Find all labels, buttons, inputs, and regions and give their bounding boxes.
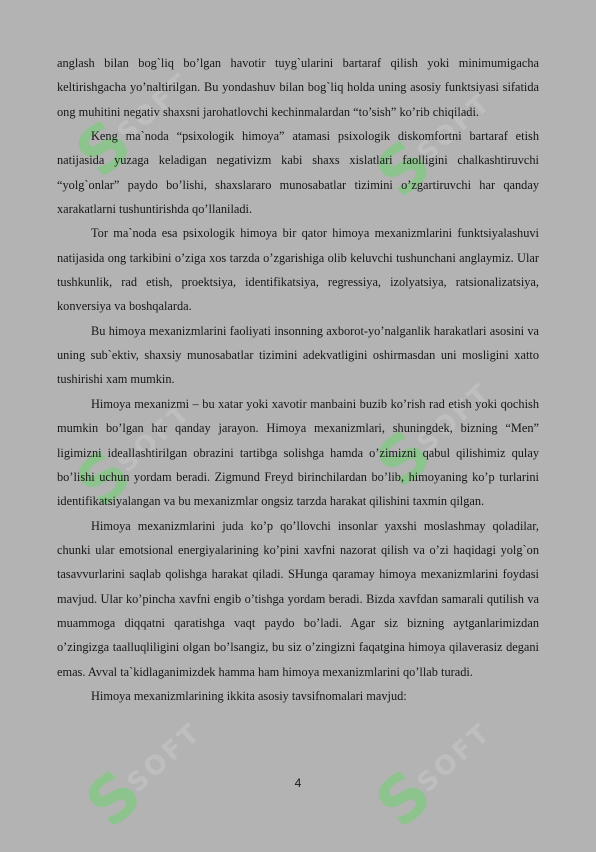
paragraph: Tor ma`noda esa psixologik himoya bir qator himoya mexanizmlarini funktsiyalashuvi natijasida ong tarkibini o’ziga xos tarzda o’zgarishiga olib keluvchi tushunchani anglaymiz. Ular tushkunlik, rad etish, proektsiya, identifikatsiya, regressiya, izolyatsiya, ratsionalizatsiya, konversiya va boshqalarda. [57, 226, 539, 314]
paragraph: Himoya mexanizmlarini juda ko’p qo’llovchi insonlar yaxshi moslashmay qoladilar, chunki ular emotsional energiyalarining ko’pini xavfni nazorat qilish va o’zi haqidagi yolg`on tasavvurlarini saqlab qolishga harakat qiladi. SHunga qaramay himoya mexanizmlarini foydasi mavjud. Ular ko’pincha xavfni engib o’tishga yordam beradi. Bizda xavfdan samarali qutilish va muammoga diqqatni qaratishga vaqt paydo bo’ladi. Agar siz bizning aytganlarimizdan o’zingizga taalluqliligini olgan bo’lsangiz, bu siz o’zingizni faqatgina himoya qilaverasiz degani emas. Avval ta`kidlaganimizdek hamma ham himoya mexanizmlarini qo’llab turadi. [57, 518, 539, 679]
watermark: S SOFT [362, 717, 498, 843]
body-text [57, 51, 539, 708]
watermark: S SOFT [362, 87, 498, 213]
watermark: S SOFT [62, 397, 198, 523]
watermark: S SOFT [362, 377, 498, 503]
paragraph: Himoya mexanizmi – bu xatar yoki xavotir manbaini buzib ko’rish rad etish yoki qochish mumkin bo’lgan har qanday jarayon. Himoya mexanizmlari, shuningdek, bizning “Men” ligimizni ideallashtirilgan obrazini tartibga solishga hamda o’zimizni qabul qilishimiz qulay bo’lishi uchun yordam beradi. Zigmund Freyd birinchilardan bo’lib, himoyaning ko’p turlarini identifikatsiyalangan va bu mexanizmlar ongsiz tarzda harakat qilishini taxmin qilgan. [57, 396, 539, 509]
paragraph: Keng ma`noda “psixologik himoya” atamasi psixologik diskomfortni bartaraf etish natijasida yuzaga keladigan negativizm kabi shaxs xislatlari faolligini chalkashtiruvchi “yolg`onlar” paydo bo’lishi, shaxslararo munosabatlar tizimini o’zgartiruvchi har qanday xarakatlarni tushuntirishda qo’llaniladi. [57, 129, 539, 217]
paragraph: Bu himoya mexanizmlarini faoliyati insonning axborot-yo’nalganlik harakatlari asosini va uning sub`ektiv, shaxsiy munosabatlar tizimini adekvatligini oshirmasdan uni mosligini xatto tushirishi xam mumkin. [57, 323, 539, 387]
watermark: S SOFT [72, 717, 208, 843]
paragraph: Himoya mexanizmlarining ikkita asosiy tavsifnomalari mavjud: [91, 688, 407, 703]
paragraph: anglash bilan bog`liq bo’lgan havotir tuyg`ularini bartaraf qilish yoki minimumigacha keltirishgacha yo’naltirilgan. Bu yondashuv bilan bog`liq holda uning asosiy funktsiyasi sifatida ong muhitini negativ shaxsni jarohatlovchi kechinmalardan “to’sish” ko’rib chiqiladi. [57, 56, 539, 119]
watermark: S SOFT [62, 67, 198, 193]
page-number: 4 [294, 776, 302, 790]
